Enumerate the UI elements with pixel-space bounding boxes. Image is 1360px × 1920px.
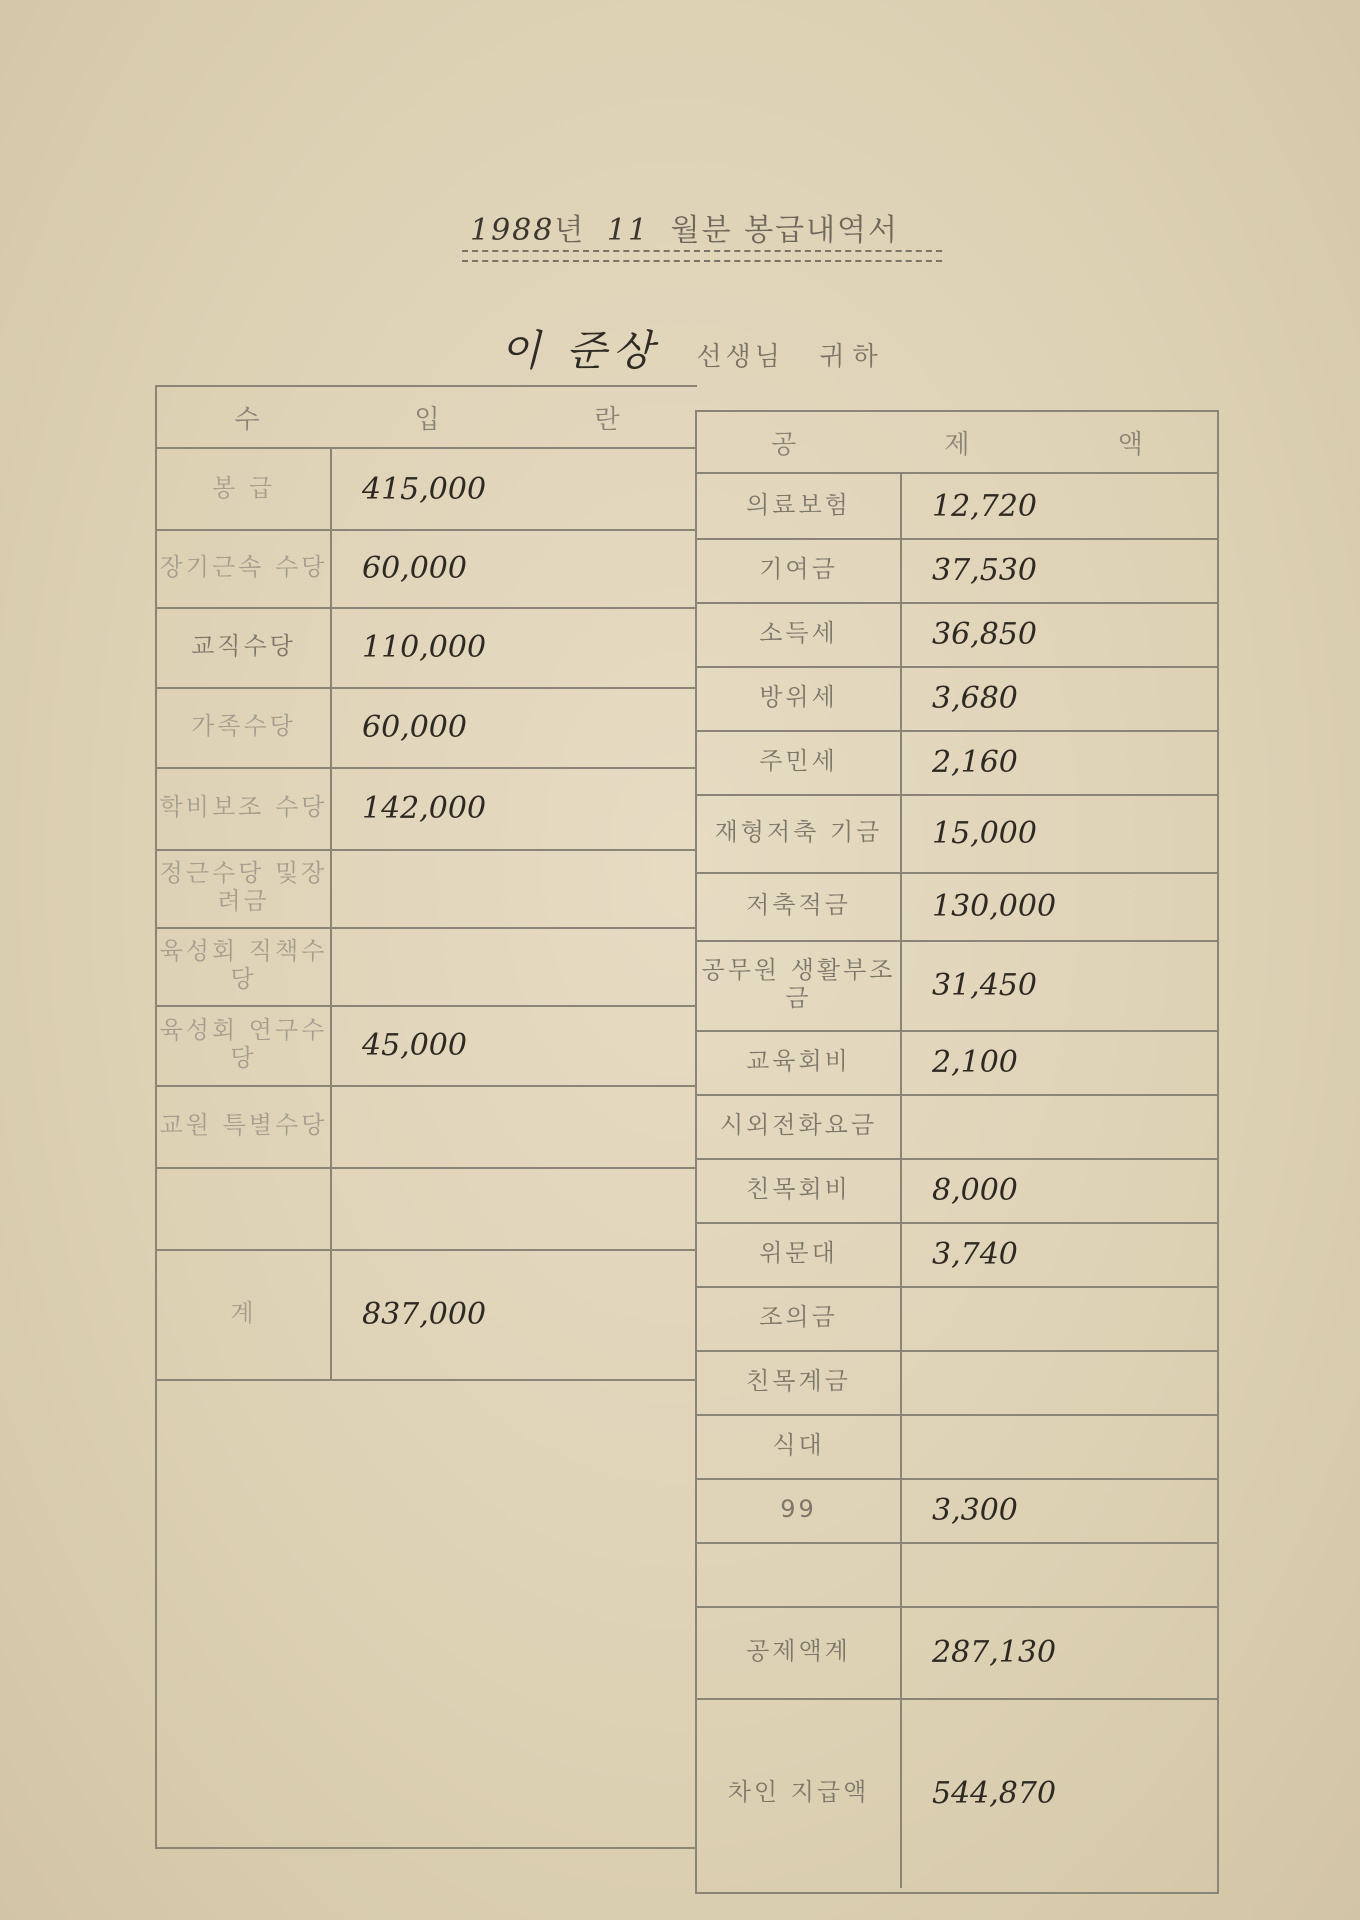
deduction-label: 위문대 [697, 1222, 902, 1286]
income-total-value: 837,000 [362, 1296, 487, 1332]
deduction-value: 130,000 [932, 888, 1057, 924]
income-label [157, 1167, 332, 1249]
deduction-value: 2,160 [932, 744, 1018, 780]
income-value: 415,000 [362, 471, 487, 507]
deduction-row [697, 1158, 1217, 1224]
deduction-value: 37,530 [932, 552, 1037, 588]
net-pay-label: 차인 지급액 [697, 1698, 902, 1888]
deduction-value: 36,850 [932, 616, 1037, 652]
recipient-name: 이 준상 [500, 326, 660, 375]
income-label: 교직수당 [157, 607, 332, 687]
deduction-label [697, 1542, 902, 1606]
income-row [157, 607, 697, 689]
deduction-value: 31,450 [932, 967, 1037, 1003]
income-table [155, 385, 697, 1849]
income-row [157, 529, 697, 609]
deduction-label: 저축적금 [697, 872, 902, 940]
recipient-suffix: 귀하 [819, 342, 886, 372]
income-value: 60,000 [362, 550, 467, 586]
deduction-row [697, 1286, 1217, 1352]
deduction-label: 방위세 [697, 666, 902, 730]
deduction-label: 시외전화요금 [697, 1094, 902, 1158]
deduction-row [697, 538, 1217, 604]
deductions-header-char: 액 [1117, 429, 1143, 460]
income-value: 45,000 [362, 1027, 467, 1063]
deduction-row [697, 1478, 1217, 1544]
deductions-header-char: 공 [771, 429, 797, 460]
deduction-label: 소득세 [697, 602, 902, 666]
title-year: 1988 [470, 213, 555, 248]
deduction-label: 식대 [697, 1414, 902, 1478]
deduction-value: 3,680 [932, 680, 1018, 716]
deduction-value [902, 1350, 1217, 1414]
net-pay-value: 544,870 [932, 1775, 1057, 1811]
income-row [157, 767, 697, 851]
title-text: 월분 봉급내역서 [670, 213, 900, 248]
deduction-total-value: 287,130 [932, 1634, 1057, 1670]
deduction-row [697, 1350, 1217, 1416]
deduction-total-row [697, 1606, 1217, 1700]
deduction-row [697, 1542, 1217, 1608]
income-row [157, 1085, 697, 1169]
document-title [470, 205, 950, 248]
recipient-honorific: 선생님 [696, 342, 784, 372]
income-total-row [157, 1249, 697, 1381]
deduction-row [697, 730, 1217, 796]
deduction-row [697, 1030, 1217, 1096]
deduction-value: 12,720 [932, 488, 1037, 524]
income-header-char: 수 [234, 404, 260, 435]
income-label: 학비보조 수당 [157, 767, 332, 849]
recipient-line [500, 318, 886, 375]
deduction-label: 주민세 [697, 730, 902, 794]
income-row [157, 687, 697, 769]
income-header-char: 란 [594, 404, 620, 435]
income-label: 육성회 직책수당 [157, 927, 332, 1005]
title-year-suffix: 년 [554, 213, 586, 248]
income-value: 60,000 [362, 709, 467, 745]
deduction-label: 조의금 [697, 1286, 902, 1350]
deduction-row [697, 794, 1217, 874]
deduction-row [697, 474, 1217, 540]
deduction-row [697, 666, 1217, 732]
income-value [332, 1085, 697, 1167]
income-row [157, 849, 697, 929]
deduction-row [697, 1094, 1217, 1160]
deductions-table [695, 410, 1219, 1894]
deduction-value: 3,300 [932, 1492, 1018, 1528]
deduction-row [697, 872, 1217, 942]
deduction-value: 15,000 [932, 815, 1037, 851]
income-label: 정근수당 및장려금 [157, 849, 332, 927]
income-value [332, 1167, 697, 1249]
income-row [157, 927, 697, 1007]
deduction-label: 친목계금 [697, 1350, 902, 1414]
income-label: 장기근속 수당 [157, 529, 332, 607]
net-pay-row [697, 1698, 1217, 1888]
deduction-value [902, 1286, 1217, 1350]
deduction-row [697, 602, 1217, 668]
income-value: 110,000 [362, 629, 487, 665]
deduction-label: 재형저축 기금 [697, 794, 902, 872]
deduction-value [902, 1094, 1217, 1158]
deduction-label: 99 [697, 1478, 902, 1542]
income-label: 가족수당 [157, 687, 332, 767]
deduction-value: 2,100 [932, 1044, 1018, 1080]
deduction-label: 기여금 [697, 538, 902, 602]
deductions-header-char: 제 [944, 429, 970, 460]
deduction-total-label: 공제액계 [697, 1606, 902, 1698]
income-row [157, 449, 697, 531]
deduction-value: 3,740 [932, 1236, 1018, 1272]
deduction-row [697, 940, 1217, 1032]
income-value [332, 849, 697, 927]
income-total-label: 계 [157, 1249, 332, 1379]
deduction-value: 8,000 [932, 1172, 1018, 1208]
income-row [157, 1005, 697, 1087]
deduction-value [902, 1414, 1217, 1478]
income-label: 봉 급 [157, 449, 332, 529]
income-header [157, 387, 697, 449]
deduction-label: 의료보험 [697, 474, 902, 538]
deduction-row [697, 1222, 1217, 1288]
income-value: 142,000 [362, 790, 487, 826]
deductions-header [697, 412, 1217, 474]
income-value [332, 927, 697, 1005]
deduction-row [697, 1414, 1217, 1480]
income-label: 육성회 연구수당 [157, 1005, 332, 1085]
deduction-value [902, 1542, 1217, 1606]
title-month: 11 [606, 213, 650, 248]
deduction-label: 교육회비 [697, 1030, 902, 1094]
income-row [157, 1167, 697, 1251]
income-label: 교원 특별수당 [157, 1085, 332, 1167]
deduction-label: 공무원 생활부조금 [697, 940, 902, 1030]
title-underline [462, 250, 942, 262]
income-header-char: 입 [414, 404, 440, 435]
deduction-label: 친목회비 [697, 1158, 902, 1222]
